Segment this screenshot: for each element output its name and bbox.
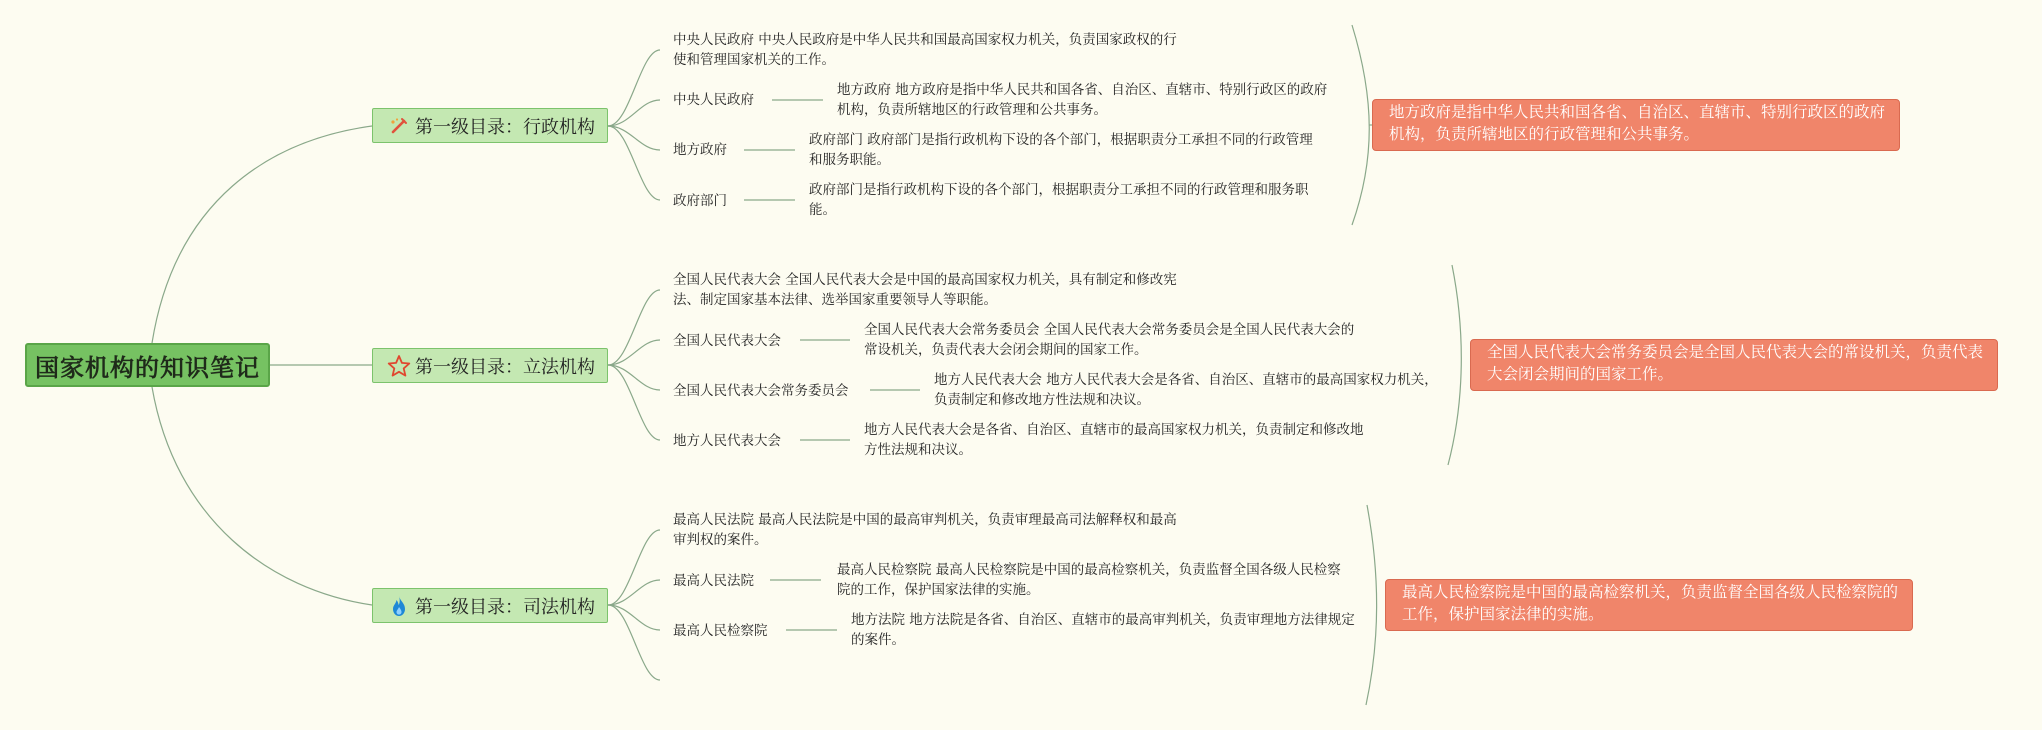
list-item[interactable]: 最高人民法院	[673, 573, 754, 589]
summary-text: 全国人民代表大会常务委员会是全国人民代表大会的常设机关，负责代表大会闭会期间的国家工作。	[1487, 343, 1984, 383]
summary-text: 最高人民检察院是中国的最高检察机关，负责监督全国各级人民检察院的工作，保护国家法律的实施。	[1402, 583, 1899, 623]
item-note[interactable]: 地方人民代表大会 地方人民代表大会是各省、自治区、直辖市的最高国家权力机关，负责制定和修改地方性法规和决议。	[934, 372, 1438, 408]
list-item[interactable]: 全国人民代表大会	[673, 333, 781, 349]
connector-b2-summary	[1448, 265, 1461, 465]
item-note[interactable]: 政府部门 政府部门是指行政机构下设的各个部门，根据职责分工承担不同的行政管理和服务职能。	[809, 132, 1313, 168]
list-item[interactable]: 地方人民代表大会	[673, 433, 781, 449]
item-note[interactable]: 地方人民代表大会是各省、自治区、直辖市的最高国家权力机关，负责制定和修改地方性法规和决议。	[864, 422, 1364, 458]
summary-callout-legislative[interactable]	[1470, 339, 1998, 391]
branch-node-judicial[interactable]	[372, 588, 608, 623]
branch-node-legislative[interactable]	[372, 348, 608, 383]
branch-label: 第一级目录：司法机构	[415, 596, 595, 618]
list-item[interactable]: 最高人民法院 最高人民法院是中国的最高审判机关，负责审理最高司法解释权和最高审判权的案件。	[673, 512, 1177, 548]
branch-label: 第一级目录：立法机构	[415, 356, 595, 378]
item-note[interactable]: 全国人民代表大会常务委员会 全国人民代表大会常务委员会是全国人民代表大会的常设机关，负责代表大会闭会期间的国家工作。	[864, 322, 1355, 358]
list-item[interactable]: 政府部门	[673, 193, 727, 209]
item-note[interactable]: 地方法院 地方法院是各省、自治区、直辖市的最高审判机关，负责审理地方法律规定的案件。	[851, 612, 1355, 648]
connector-b1-summary	[1352, 25, 1369, 225]
list-item[interactable]: 中央人民政府	[673, 92, 754, 108]
summary-callout-executive[interactable]	[1372, 99, 1900, 151]
list-item[interactable]: 全国人民代表大会常务委员会	[673, 383, 849, 399]
summary-text: 地方政府是指中华人民共和国各省、自治区、直辖市、特别行政区的政府机构，负责所辖地区的行政管理和公共事务。	[1389, 103, 1886, 143]
item-note[interactable]: 地方政府 地方政府是指中华人民共和国各省、自治区、直辖市、特别行政区的政府机构，负责所辖地区的行政管理和公共事务。	[837, 82, 1328, 118]
item-note[interactable]: 政府部门是指行政机构下设的各个部门，根据职责分工承担不同的行政管理和服务职能。	[809, 182, 1309, 218]
item-note[interactable]: 最高人民检察院 最高人民检察院是中国的最高检察机关，负责监督全国各级人民检察院的工作，保护国家法律的实施。	[837, 562, 1341, 598]
summary-callout-judicial[interactable]	[1385, 579, 1913, 631]
list-item[interactable]: 中央人民政府 中央人民政府是中华人民共和国最高国家权力机关，负责国家政权的行使和管理国家机关的工作。	[673, 32, 1177, 68]
list-item[interactable]: 最高人民检察院	[673, 623, 768, 639]
branch-label: 第一级目录：行政机构	[415, 116, 595, 138]
pencil-icon	[387, 114, 411, 138]
list-item[interactable]: 全国人民代表大会 全国人民代表大会是中国的最高国家权力机关，具有制定和修改宪法、制定国家基本法律、选举国家重要领导人等职能。	[673, 272, 1177, 308]
branch-node-executive[interactable]	[372, 108, 608, 143]
star-icon	[387, 354, 411, 378]
root-title: 国家机构的知识笔记	[35, 353, 260, 382]
root-node[interactable]	[25, 343, 270, 387]
list-item[interactable]: 地方政府	[673, 142, 727, 158]
connector-b1-i1	[608, 50, 660, 126]
fire-icon	[387, 594, 411, 618]
connector-b3-summary	[1366, 505, 1377, 705]
connector-root-branch-1	[152, 126, 372, 343]
connector-root-branch-3	[152, 387, 372, 605]
